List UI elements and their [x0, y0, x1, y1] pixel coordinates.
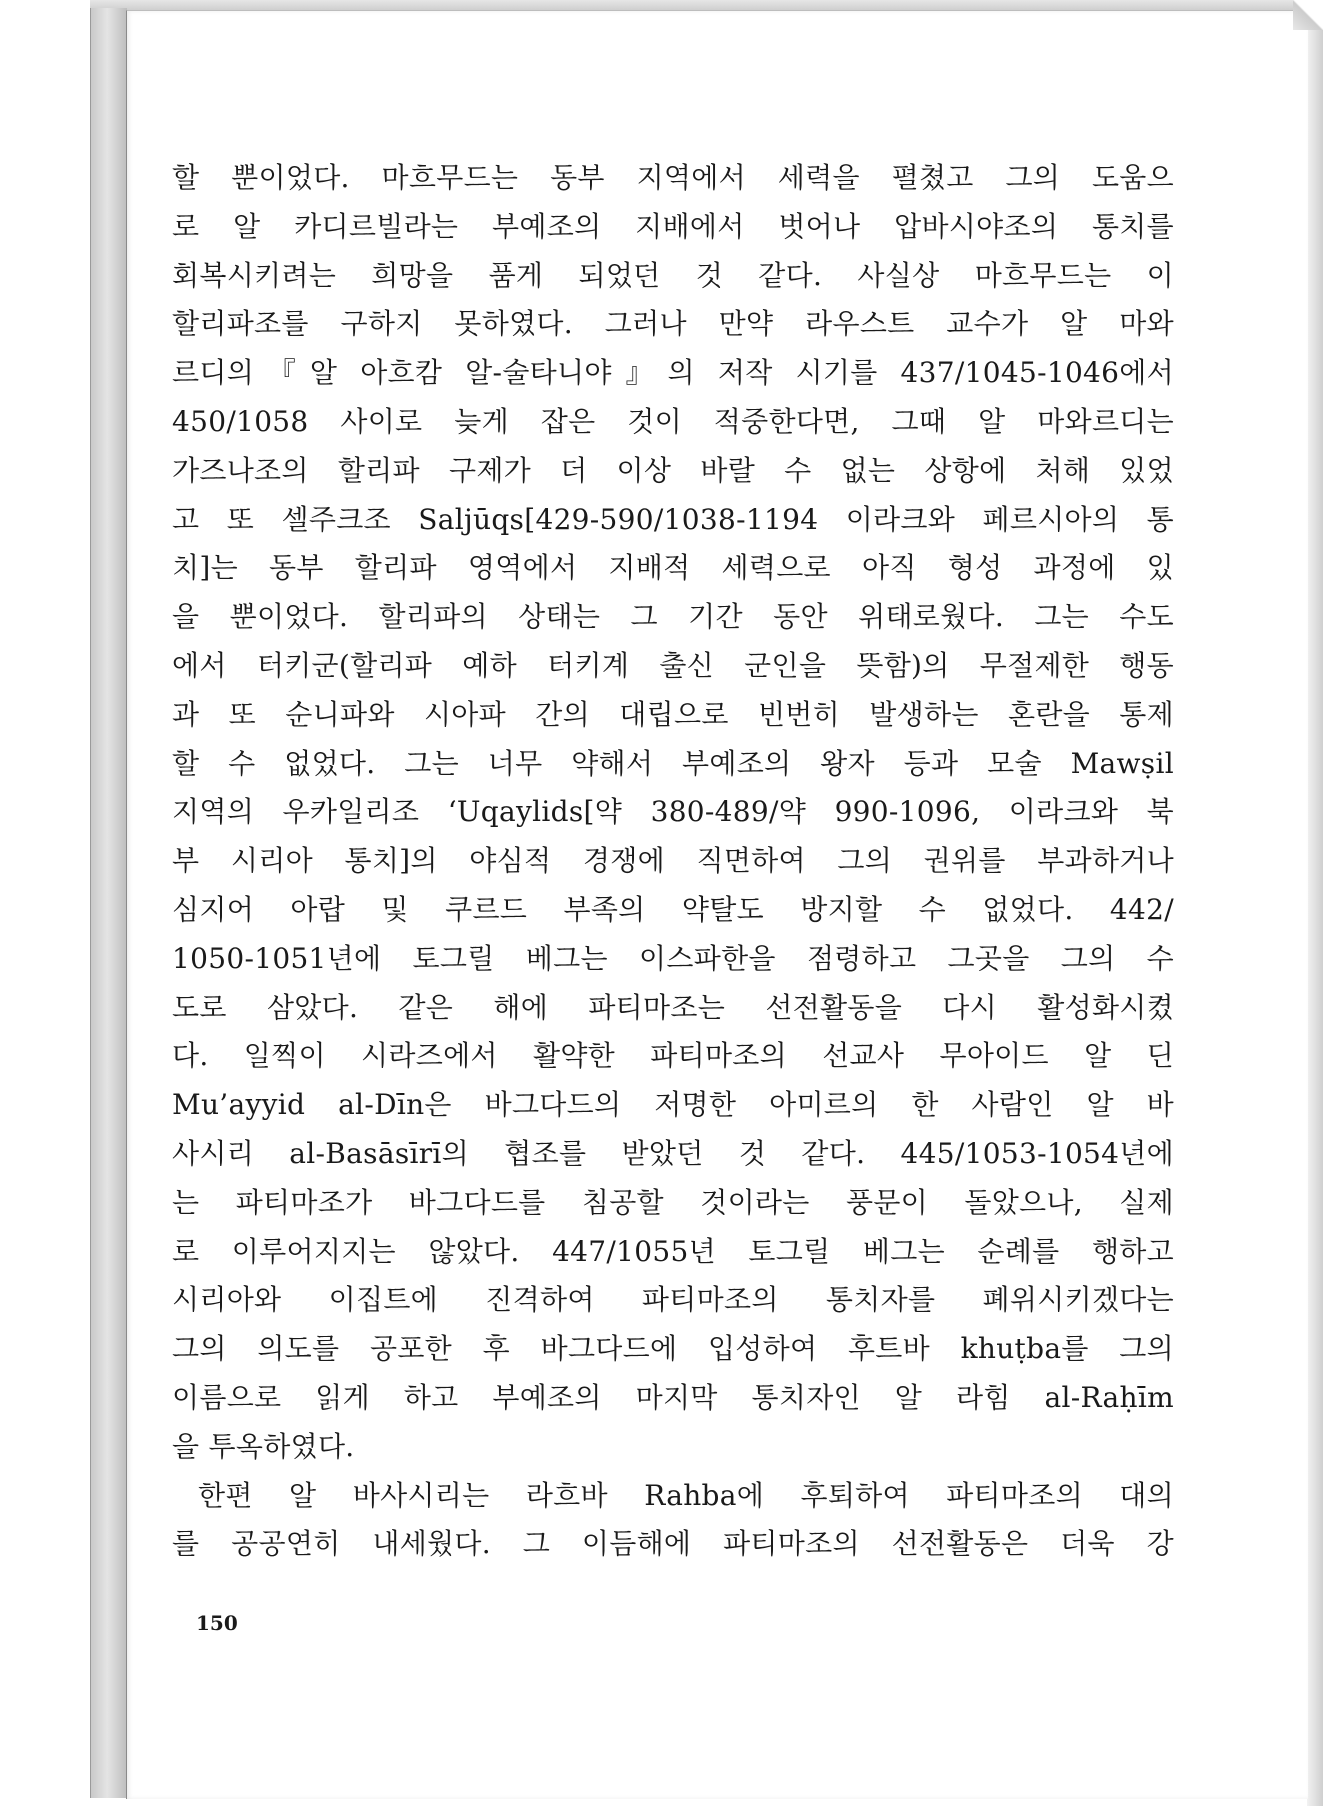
text-line: 과 또 순니파와 시아파 간의 대립으로 빈번히 발생하는 혼란을 통제 [172, 697, 1174, 731]
text-line: 할 수 없었다. 그는 너무 약해서 부예조의 왕자 등과 모술 Mawṣil [172, 746, 1174, 780]
text-line: 시리아와 이집트에 진격하여 파티마조의 통치자를 폐위시키겠다는 [172, 1283, 1174, 1317]
text-line: 부 시리아 통치]의 야심적 경쟁에 직면하여 그의 권위를 부과하거나 [172, 844, 1174, 878]
text-line: 고 또 셀주크조 Saljūqs[429-590/1038-1194 이라크와 페르시아의 통 [172, 502, 1174, 536]
book-top-edge [90, 0, 1318, 10]
text-line: Mu’ayyid al-Dīn은 바그다드의 저명한 아미르의 한 사람인 알 바 [172, 1088, 1174, 1122]
text-line: 회복시키려는 희망을 품게 되었던 것 같다. 사실상 마흐무드는 이 [172, 258, 1174, 292]
text-line: 을 투옥하였다. [172, 1429, 355, 1463]
text-line: 다. 일찍이 시라즈에서 활약한 파티마조의 선교사 무아이드 알 딘 [172, 1039, 1174, 1073]
text-line: 할리파조를 구하지 못하였다. 그러나 만약 라우스트 교수가 알 마와 [172, 307, 1174, 341]
text-line: 를 공공연히 내세웠다. 그 이듬해에 파티마조의 선전활동은 더욱 강 [172, 1527, 1174, 1561]
text-line: 로 이루어지지는 않았다. 447/1055년 토그릴 베그는 순례를 행하고 [172, 1234, 1174, 1268]
book-right-edge [1307, 0, 1323, 1806]
text-line: 치]는 동부 할리파 영역에서 지배적 세력으로 아직 형성 과정에 있 [172, 551, 1174, 585]
text-line: 사시리 al-Basāsīrī의 협조를 받았던 것 같다. 445/1053-1054년에 [172, 1136, 1174, 1170]
text-line: 르디의『알 아흐캄 알-술타니야』의 저작 시기를 437/1045-1046에서 [172, 356, 1174, 390]
page-corner-fold [1293, 0, 1323, 30]
text-line: 한편 알 바사시리는 라흐바 Rahba에 후퇴하여 파티마조의 대의 [198, 1478, 1174, 1512]
text-line: 그의 의도를 공포한 후 바그다드에 입성하여 후트바 khuṭba를 그의 [172, 1332, 1174, 1366]
page-number: 150 [196, 1611, 238, 1635]
text-line: 지역의 우카일리조 ‘Uqaylids[약 380-489/약 990-1096, 이라크와 북 [172, 795, 1174, 829]
text-line: 할 뿐이었다. 마흐무드는 동부 지역에서 세력을 펼쳤고 그의 도움으 [172, 161, 1174, 194]
book-spine [90, 8, 127, 1798]
text-line: 을 뿐이었다. 할리파의 상태는 그 기간 동안 위태로웠다. 그는 수도 [172, 600, 1174, 634]
text-line: 는 파티마조가 바그다드를 침공할 것이라는 풍문이 돌았으나, 실제 [172, 1185, 1174, 1219]
text-line: 로 알 카디르빌라는 부예조의 지배에서 벗어나 압바시야조의 통치를 [172, 209, 1174, 243]
text-line: 1050-1051년에 토그릴 베그는 이스파한을 점령하고 그곳을 그의 수 [172, 941, 1174, 975]
text-line: 심지어 아랍 및 쿠르드 부족의 약탈도 방지할 수 없었다. 442/ [172, 892, 1174, 926]
text-line: 에서 터키군(할리파 예하 터키계 출신 군인을 뜻함)의 무절제한 행동 [172, 648, 1174, 682]
text-line: 450/1058 사이로 늦게 잡은 것이 적중한다면, 그때 알 마와르디는 [172, 404, 1174, 438]
body-text [172, 154, 1174, 1569]
text-line: 이름으로 읽게 하고 부예조의 마지막 통치자인 알 라힘 al-Raḥīm [172, 1380, 1174, 1414]
text-line: 가즈나조의 할리파 구제가 더 이상 바랄 수 없는 상항에 처해 있었 [172, 453, 1174, 487]
text-line: 도로 삼았다. 같은 해에 파티마조는 선전활동을 다시 활성화시켰 [172, 990, 1174, 1024]
